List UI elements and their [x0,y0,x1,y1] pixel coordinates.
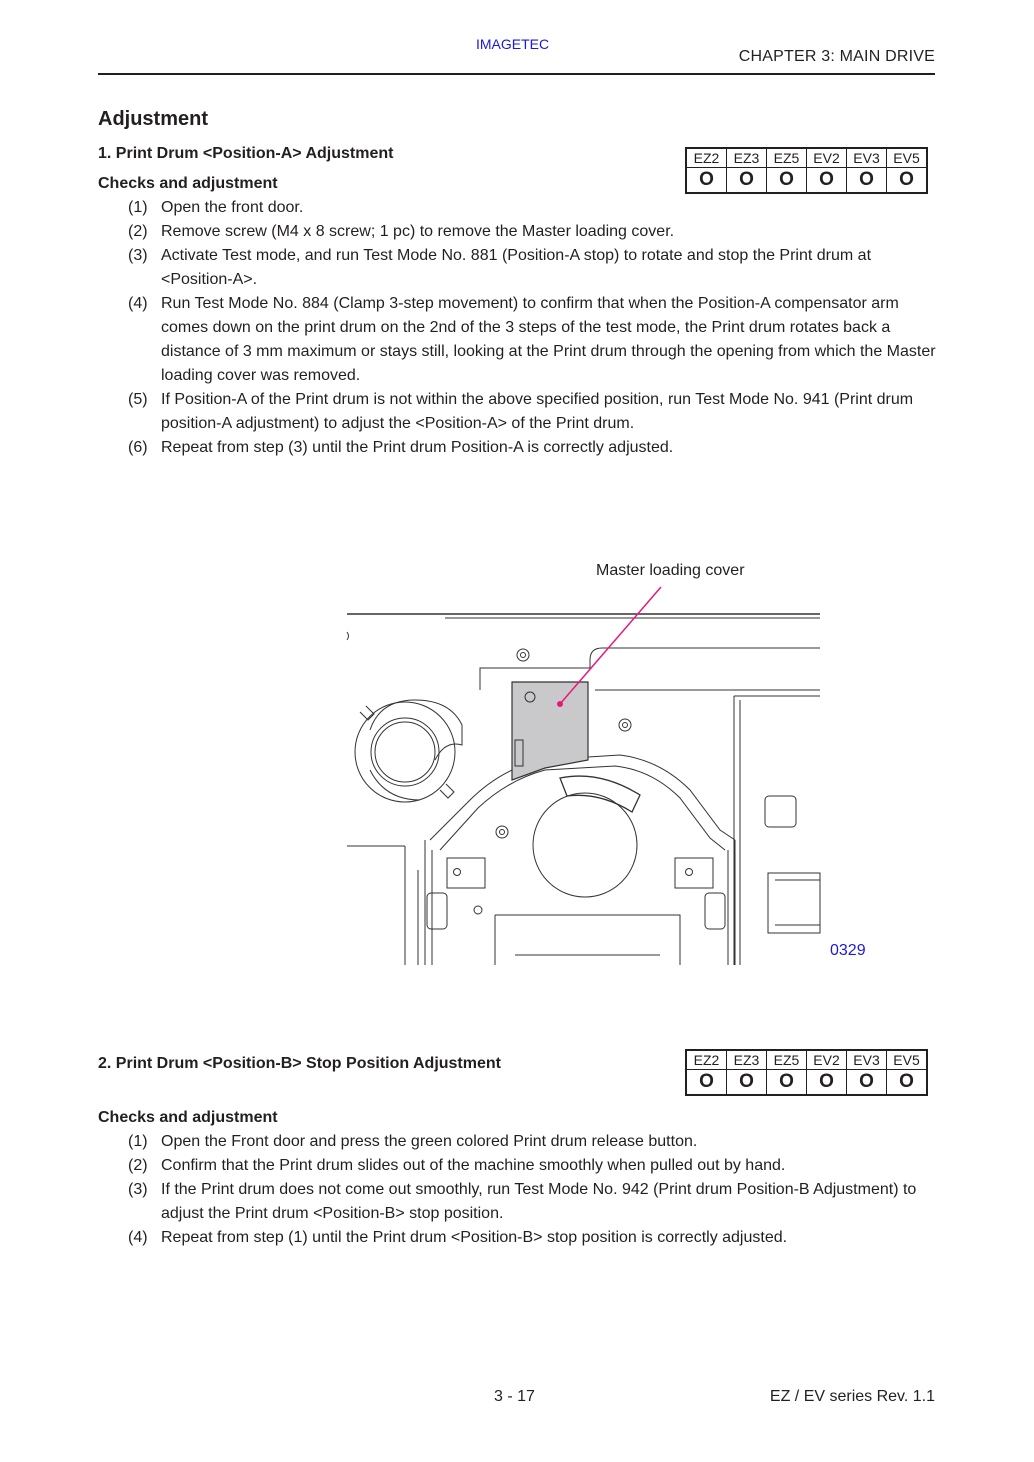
model-header: EZ2 [686,1050,727,1070]
list-item [128,436,940,460]
model-value: O [807,1070,847,1096]
model-value: O [686,168,727,194]
page-title: Adjustment [98,108,208,130]
model-value: O [887,1070,928,1096]
model-value: O [767,168,807,194]
model-header: EV5 [887,148,928,168]
step-text: Repeat from step (1) until the Print drum <Position-B> stop position is correctly adjusted. [161,1229,788,1246]
section1-heading: 1. Print Drum <Position-A> Adjustment [98,145,394,162]
list-item [128,388,940,436]
figure-callout-label: Master loading cover [596,562,745,579]
model-value: O [727,1070,767,1096]
list-item [128,1178,940,1226]
step-text: Confirm that the Print drum slides out of the machine smoothly when pulled out by hand. [161,1157,786,1174]
step-text: Repeat from step (3) until the Print drum Position-A is correctly adjusted. [161,439,674,456]
step-number: (3) [128,1181,148,1198]
brand-name: IMAGETEC [476,36,550,52]
step-text: If Position-A of the Print drum is not within the above specified position, run Test Mode No. 941 (Print drum position-A adjustment) to adjust the <Position-A> of the Print drum. [161,391,914,432]
model-value: O [727,168,767,194]
chapter-title: CHAPTER 3: MAIN DRIVE [738,48,935,65]
series-revision: EZ / EV series Rev. 1.1 [769,1388,935,1405]
step-number: (1) [128,199,148,216]
header-divider [98,73,935,75]
list-item [128,1130,940,1154]
step-number: (6) [128,439,148,456]
model-value: O [887,168,928,194]
step-text: Run Test Mode No. 884 (Clamp 3-step movement) to confirm that when the Position-A compensator arm comes down on the print drum on the 2nd of the 3 steps of the test mode, the Print drum rotates back a distance of 3 mm maximum or stays still, looking at the Print drum through the opening from which the Master loading cover was removed. [161,295,936,384]
callout-dot [557,701,563,707]
step-text: Open the front door. [161,199,304,216]
model-header: EZ5 [767,1050,807,1070]
model-value: O [767,1070,807,1096]
model-value: O [847,168,887,194]
step-text: If the Print drum does not come out smoothly, run Test Mode No. 942 (Print drum Position-B Adjustment) to adjust the Print drum <Position-B> stop position. [161,1181,917,1222]
step-text: Activate Test mode, and run Test Mode No. 881 (Position-A stop) to rotate and stop the Print drum at <Position-A>. [161,247,872,288]
list-item [128,292,940,388]
step-number: (5) [128,391,148,408]
list-item [128,196,940,220]
callout-leader-line [560,587,661,704]
list-item [128,1154,940,1178]
model-value: O [847,1070,887,1096]
model-header: EV3 [847,1050,887,1070]
print-drum-illustration [340,585,830,970]
section2-model-table [685,1049,928,1096]
model-header: EV2 [807,1050,847,1070]
step-number: (4) [128,1229,148,1246]
list-item [128,1226,940,1250]
model-header: EV3 [847,148,887,168]
step-number: (4) [128,295,148,312]
step-number: (2) [128,223,148,240]
model-value: O [686,1070,727,1096]
model-header: EZ3 [727,148,767,168]
section1-steps [128,196,940,460]
model-header: EZ2 [686,148,727,168]
section1-subheading: Checks and adjustment [98,175,278,192]
step-text: Remove screw (M4 x 8 screw; 1 pc) to remove the Master loading cover. [161,223,675,240]
step-number: (2) [128,1157,148,1174]
list-item [128,220,940,244]
section2-subheading: Checks and adjustment [98,1109,278,1126]
model-header: EZ5 [767,148,807,168]
model-value: O [807,168,847,194]
step-number: (3) [128,247,148,264]
step-text: Open the Front door and press the green colored Print drum release button. [161,1133,698,1150]
step-number: (1) [128,1133,148,1150]
list-item [128,244,940,292]
section2-heading: 2. Print Drum <Position-B> Stop Position Adjustment [98,1055,501,1072]
section1-model-table [685,147,928,194]
model-header: EV2 [807,148,847,168]
model-header: EV5 [887,1050,928,1070]
model-header: EZ3 [727,1050,767,1070]
page-number: 3 - 17 [494,1388,535,1405]
section2-steps [128,1130,940,1250]
figure-id: 0329 [830,942,866,959]
